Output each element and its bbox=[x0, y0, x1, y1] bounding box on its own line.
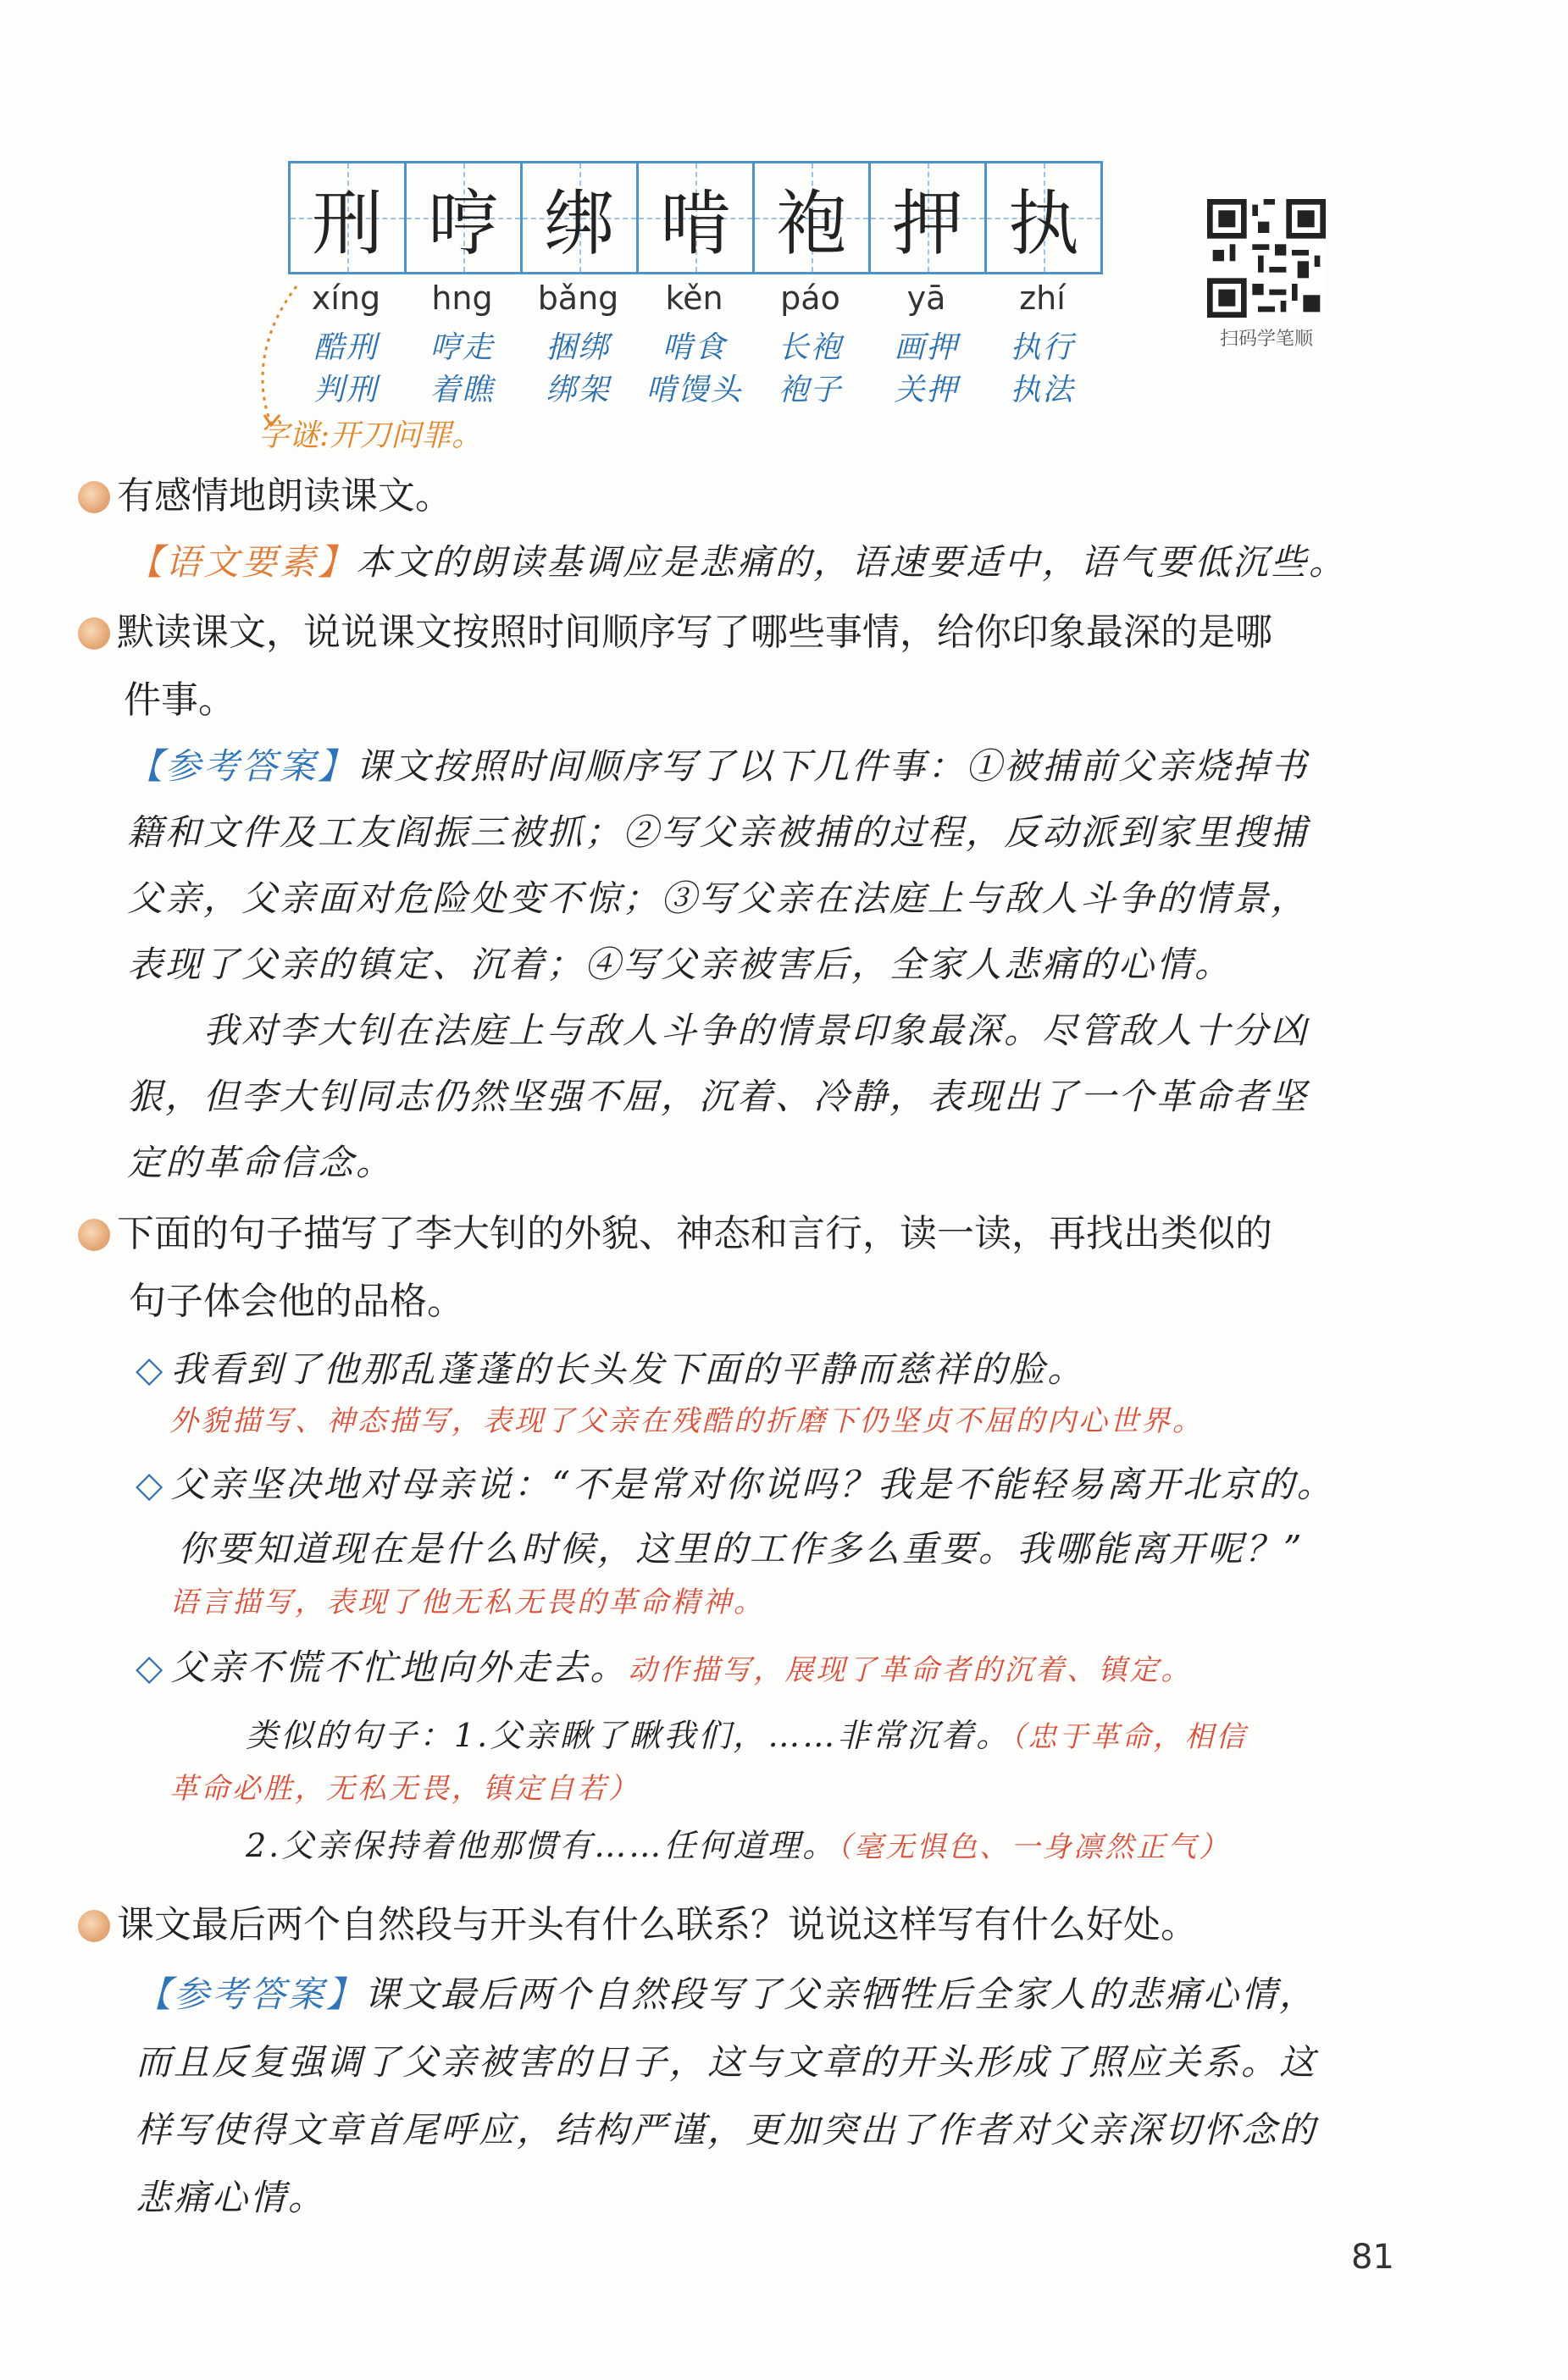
char: 啃 bbox=[659, 181, 731, 265]
answer-2-line: 父亲，父亲面对危险处变不惊；③写父亲在法庭上与敌人斗争的情景， bbox=[127, 877, 1310, 919]
sentence-text-cont: 你要知道现在是什么时候，这里的工作多么重要。我哪能离开呢？” bbox=[178, 1528, 1305, 1569]
qr-code-icon[interactable] bbox=[1207, 199, 1326, 318]
char-cell bbox=[639, 163, 755, 272]
answer-text: 本文的朗读基调应是悲痛的，语速要适中，语气要低沉些。 bbox=[356, 541, 1348, 583]
char: 刑 bbox=[311, 181, 383, 265]
pinyin: xíng bbox=[311, 280, 381, 317]
example-sentence bbox=[136, 1452, 1335, 1518]
answer-1 bbox=[127, 529, 1347, 595]
answer-2-line: 籍和文件及工友阎振三被抓；②写父亲被捕的过程，反动派到家里搜捕 bbox=[127, 811, 1310, 853]
word: 执行 bbox=[1010, 330, 1075, 365]
char-cell bbox=[523, 163, 639, 272]
char: 哼 bbox=[427, 181, 499, 265]
bullet-icon bbox=[78, 1219, 110, 1251]
character-riddle: 字谜:开刀问罪。 bbox=[258, 418, 483, 453]
similar-text: 2.父亲保持着他那惯有……任何道理。 bbox=[246, 1827, 838, 1864]
answer-tag: 【参考答案】 bbox=[127, 745, 357, 787]
sentence-note: 外貌描写、神态描写，表现了父亲在残酷的折磨下仍坚贞不屈的内心世界。 bbox=[169, 1404, 1204, 1438]
similar-sentence bbox=[246, 1702, 1247, 1770]
pinyin: bǎng bbox=[537, 280, 619, 317]
sentence-text: 我看到了他那乱蓬蓬的长头发下面的平静而慈祥的脸。 bbox=[170, 1348, 1086, 1390]
sentence-text: 父亲坚决地对母亲说：“不是常对你说吗？我是不能轻易离开北京的。 bbox=[170, 1464, 1335, 1505]
word: 啃馒头 bbox=[645, 373, 743, 407]
word: 袍子 bbox=[778, 373, 843, 407]
word: 捆绑 bbox=[546, 330, 611, 365]
char-info-column bbox=[868, 280, 984, 408]
answer-4-line: 悲痛心情。 bbox=[136, 2177, 327, 2218]
word: 啃食 bbox=[662, 330, 727, 365]
question-1 bbox=[78, 462, 452, 531]
pinyin: páo bbox=[780, 280, 840, 317]
question-2 bbox=[78, 598, 1272, 667]
char-cell bbox=[291, 163, 407, 272]
answer-2-line: 狠，但李大钊同志仍然坚强不屈，沉着、冷静，表现出了一个革命者坚 bbox=[127, 1076, 1310, 1117]
question-text: 默读课文，说说课文按照时间顺序写了哪些事情，给你印象最深的是哪 bbox=[117, 611, 1272, 654]
pinyin: yā bbox=[906, 280, 946, 317]
char: 绑 bbox=[543, 181, 615, 265]
answer-2-line bbox=[127, 733, 1309, 800]
char: 袍 bbox=[775, 181, 847, 265]
question-3-cont: 句子体会他的品格。 bbox=[129, 1280, 464, 1323]
example-sentence bbox=[136, 1337, 1085, 1403]
answer-2-line: 表现了父亲的镇定、沉着；④写父亲被害后，全家人悲痛的心情。 bbox=[127, 944, 1233, 985]
bullet-icon bbox=[78, 617, 110, 650]
char-info-column bbox=[636, 280, 752, 408]
word: 判刑 bbox=[313, 373, 379, 407]
question-2-cont: 件事。 bbox=[124, 678, 235, 722]
char: 押 bbox=[891, 181, 963, 265]
answer-tag: 【参考答案】 bbox=[136, 1973, 365, 2015]
bullet-icon bbox=[78, 481, 110, 513]
question-text: 课文最后两个自然段与开头有什么联系？说说这样写有什么好处。 bbox=[117, 1903, 1198, 1946]
answer-text: 课文按照时间顺序写了以下几件事：①被捕前父亲烧掉书 bbox=[356, 745, 1310, 787]
similar-text: 类似的句子：1.父亲瞅了瞅我们，……非常沉着。 bbox=[246, 1717, 1011, 1754]
answer-4-line: 样写使得文章首尾呼应，结构严谨，更加突出了作者对父亲深切怀念的 bbox=[136, 2109, 1318, 2150]
word: 长袍 bbox=[778, 330, 843, 365]
answer-2-line: 我对李大钊在法庭上与敌人斗争的情景印象最深。尽管敌人十分凶 bbox=[203, 1010, 1310, 1051]
word: 执法 bbox=[1010, 373, 1075, 407]
answer-tag: 【语文要素】 bbox=[127, 541, 357, 583]
similar-sentence bbox=[246, 1813, 1230, 1880]
word: 着瞧 bbox=[429, 373, 495, 407]
char-cell bbox=[987, 163, 1100, 272]
word: 画押 bbox=[894, 330, 959, 365]
qr-caption: 扫码学笔顺 bbox=[1219, 329, 1313, 350]
similar-note: （毫无惧色、一身凛然正气） bbox=[837, 1830, 1231, 1864]
char-cell bbox=[755, 163, 871, 272]
diamond-icon: ◇ bbox=[136, 1348, 166, 1390]
char-info-column bbox=[984, 280, 1100, 408]
pinyin: kěn bbox=[665, 280, 723, 317]
question-3 bbox=[78, 1199, 1272, 1269]
diamond-icon: ◇ bbox=[136, 1647, 166, 1688]
answer-text: 课文最后两个自然段写了父亲牺牲后全家人的悲痛心情， bbox=[364, 1973, 1318, 2015]
character-grid bbox=[288, 161, 1103, 274]
pinyin: hng bbox=[431, 280, 493, 317]
sentence-note: 语言描写，表现了他无私无畏的革命精神。 bbox=[169, 1586, 765, 1619]
answer-4-line: 而且反复强调了父亲被害的日子，这与文章的开头形成了照应关系。这 bbox=[136, 2041, 1318, 2083]
sentence-note: 动作描写，展现了革命者的沉着、镇定。 bbox=[628, 1653, 1193, 1687]
answer-2-line: 定的革命信念。 bbox=[127, 1142, 395, 1183]
char: 执 bbox=[1007, 181, 1079, 265]
pinyin: zhí bbox=[1019, 280, 1066, 317]
char-info-column bbox=[520, 280, 636, 408]
similar-note: 革命必胜，无私无畏，镇定自若） bbox=[169, 1772, 640, 1806]
char-cell bbox=[871, 163, 987, 272]
bullet-icon bbox=[78, 1910, 110, 1942]
similar-note: （忠于革命，相信 bbox=[1011, 1720, 1248, 1754]
sentence-text: 父亲不慌不忙地向外走去。 bbox=[170, 1647, 629, 1688]
char-info-column bbox=[752, 280, 868, 408]
char-info-column bbox=[404, 280, 520, 408]
word: 关押 bbox=[894, 373, 959, 407]
answer-4-line bbox=[136, 1962, 1317, 2028]
page-number: 81 bbox=[1351, 2238, 1394, 2277]
diamond-icon: ◇ bbox=[136, 1464, 166, 1505]
question-4 bbox=[78, 1890, 1198, 1960]
example-sentence bbox=[136, 1635, 1192, 1703]
word: 酷刑 bbox=[313, 330, 379, 365]
word: 绑架 bbox=[546, 373, 611, 407]
question-text: 有感情地朗读课文。 bbox=[117, 474, 452, 518]
word: 哼走 bbox=[429, 330, 495, 365]
char-cell bbox=[407, 163, 523, 272]
question-text: 下面的句子描写了李大钊的外貌、神态和言行，读一读，再找出类似的 bbox=[117, 1212, 1272, 1255]
